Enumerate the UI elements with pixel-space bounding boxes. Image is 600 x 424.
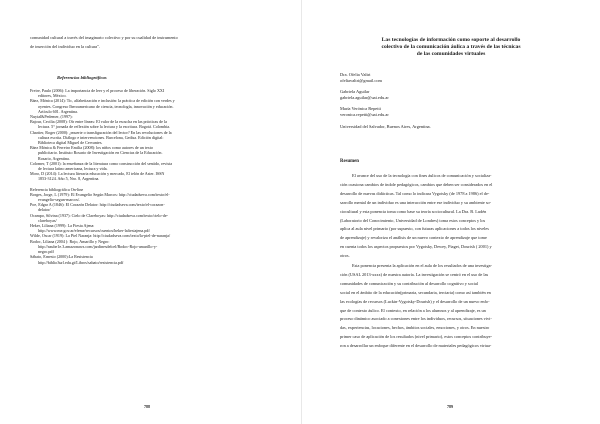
body-line: ciocultural y esta ponencia toma como base su teoría sociocultural. La Dra. B. Ludén [340,208,487,214]
right-page [302,0,600,424]
paper-title [324,37,578,58]
reference-item: Chartier, Roger (2000): ¿muerte o transfiguración del lector? En las revoluciones de la cultura escrita. Diálogo e intervenciones. Barcelona, Gedisa. Edición digital: Biblioteca digital Miguel de Cervantes. [30,129,172,146]
author-email: ofeliavaltri@gmail.com [340,77,382,83]
body-line: social en el ámbito de la educación(primaria, secundaria, terciaria) como así también en [340,289,491,295]
references-list [30,88,292,265]
body-line: El avance del uso de la tecnología con fines áulicos de comunicación y socializa- [352,173,492,178]
reference-item: Colomer, T (2001): la enseñanza de la literatura como construcción del sentido, revista de lectura latino americana, lectura y vida. [30,160,173,172]
reference-item: Nuytal&Pedemer, (1997): [30,114,73,120]
body-line: ción ocasiona cambios de índole pedagógicos, cambios que deben ser considerados en el [340,181,493,187]
online-reference-item: Bodoc, Liliana (2004 ): Rojo, Amarillo y Negro: http://azube1e.3.amazonaws.com/jardinesdelcel/Bodoc-Rojo-amarillo-y- negro.pdf [30,238,158,255]
author-name: Gabriela Aguilar [340,89,370,95]
author-email: gabriela.aguilar@uai.edu.ar [340,94,389,100]
body-line: primer caso de aplicación de los resultados (nivel primario), estos conceptos contribuye- [340,334,493,340]
page-number: 789 [447,404,453,409]
body-line: das, experiencias, locaciones, hechos, ámbitos sociales, emociones, y otros. En nuestro [340,325,490,331]
abstract-paragraph-2 [340,262,580,351]
online-reference-item: Sábato, Ernesto (2000):La Resistencia http://biblio3url.edu.gt/Libros/sabato/resistencia.pdf [30,254,124,265]
body-line: ron a desarrollar un enfoque diferente en el desarrollo de materiales pedagógicos virtua- [340,343,492,349]
body-line: desarrollo de nuevas didácticas. Tal como lo indicara Vygotsky (de 1978 a 1986) el de- [340,190,490,196]
reference-item: Bajour, Cecilia (2008): Oír entre líneas: El valor de la escucha en las prácticas de la lectura. 5° jornada de reflexión sobre la lectura y la escritura. Bogotá. Colombia. [30,119,171,130]
body-line: sarrollo mental de un individuo es una interacción entre ese individuo y su ambiente so- [340,199,492,205]
reference-item: Báez Mónica & Ferreiro Emilia (2008): los niños como autores de un texto publicitario. Instituto Rosario de Investigación en Ciencias de la Educación. Rosario, Argentina. [30,145,163,161]
body-line: ción (USAL 2013-xxxx) de nuestra autoría. La investigación se centró en el uso de las [340,271,489,277]
title-line: de las comunidades virtuales [416,51,486,57]
body-line: de aprendizaje) y revaloriza el análisis de un nuevo contexto de aprendizaje que tome [340,235,487,241]
title-line: Las tecnologías de información como soporte al desarrollo [381,37,521,43]
online-reference-item: Poe, Edgar A (1846): El Corazón Delator: http://ciudadseva.com/texto/el-corazon- delator/ [30,202,165,213]
body-line: las ecologías de recursos (Luckin-Vygotsky-Dourish) y el desarrollo de un nuevo enfo- [340,298,490,304]
body-line: de inserción del individuo en la cultura". [30,44,100,49]
reference-item: Freire, Paulo (2006): La importancia de leer y el proceso de liberación. Siglo XXI editores, México. [30,88,165,99]
online-reference-item: Ocampo, Silvina (1937): Cielo de Clareboyas: http://ciudadseva.com/texto/cielo-de- clareboyas/ [30,212,169,223]
author-email: veronica.repetti@uai.edu.ar [340,111,389,117]
body-line: que de contexto áulico. El contexto, en relación a los alumnos y al aprendizaje, es un [340,307,486,313]
body-line: proceso dinámico asociado a conexiones entre los individuos, recursos, situaciones vivi- [340,316,492,322]
online-reference-item: Wilde, Oscar (1919): La Piel Naranja: http://ciudadseva.com/texto/la-piel-de-naranja/ [30,233,171,239]
references-heading: Referencias bibliográficas [57,75,107,80]
reference-item: Báez, Mónica (2014): Tic, alfabetización e inclusión: la práctica de edición con verdes y oyentes. Congreso Iberoamericano de ciencia, tecnología, innovación y educación. Artículo 601. Argentina. [30,98,175,114]
online-reference-item: Heker, Liliana (1999): La Fiesta Ajena: http://www.me.gov.ar/efeme/recursos/cuentos/heker-lafiestajena.pdf [30,223,150,234]
section-heading: Resumen [340,159,359,164]
author-name: María Verónica Repetti [340,106,381,112]
body-line: en cuenta todos los aspectos propuestos por Vygotsky, Dewey, Piaget, Dourish ( 2001) y [340,244,492,250]
body-line: aplica al aula nivel primario (por supuesto, con futuras aplicaciones a todos los niveles [340,226,489,232]
page-number: 788 [144,404,150,409]
body-line: comunidad cultural a través del imaginario colectivo y por su cualidad de instrumento [30,35,178,40]
online-reference-item: Borges, Jorge, L (1979): El Evangelio Según Marcos: http://ciudadseva.com/texto/el- evangelio-segun-marcos/. [30,191,170,203]
author-name: Dra. Ofelia Valtri [340,72,371,77]
body-line: otros. [340,253,350,259]
title-line: colectivo de la comunicación áulica a través de las técnicas [381,44,521,50]
reference-item: Moro, D (2014): La lectura literaria educación y mercado, El telón de Aster. ISSN 1853-3124. Año 5, Nro. 8, Argentina. [30,171,165,182]
body-line: comunidades de comunicación y su contribución al desarrollo cognitivo y social [340,280,478,286]
author-list [340,72,431,129]
online-references-heading: Referencia bibliográfica On-line [30,186,84,192]
body-line: Esta ponencia presenta la aplicación en el aula de los resultados de una investiga- [352,263,492,268]
abstract-paragraph-1 [340,172,580,261]
institution: Universidad del Salvador, Buenos Aires, Argentina. [340,123,431,129]
body-line: (Laboratorio del Conocimiento, Universidad de Londres) toma estos conceptos y los [340,217,486,223]
